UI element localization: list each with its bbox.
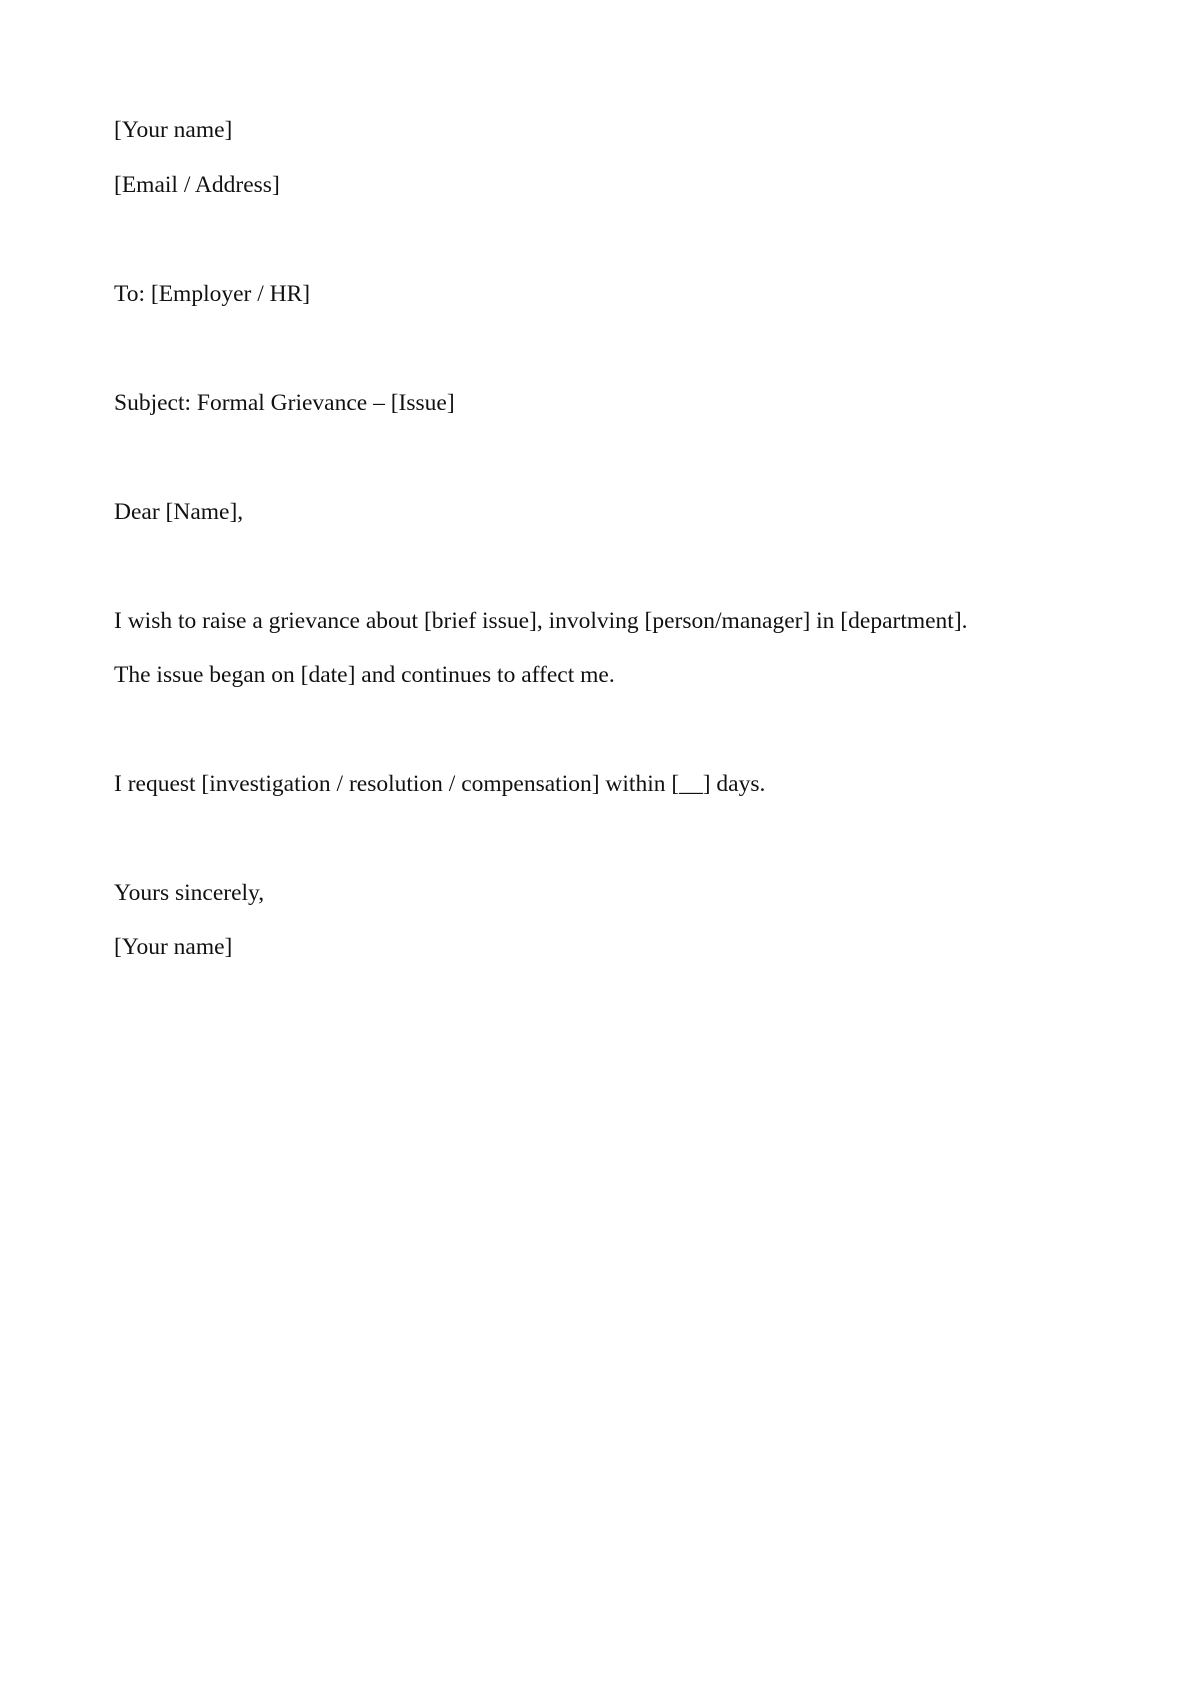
signature-name: [Your name] xyxy=(114,934,233,960)
request-line: I request [investigation / resolution / compensation] within [__] days. xyxy=(114,771,766,797)
sender-contact: [Email / Address] xyxy=(114,172,280,198)
salutation: Dear [Name], xyxy=(114,499,244,525)
body-paragraph-line-2: The issue began on [date] and continues to affect me. xyxy=(114,662,615,688)
recipient-line: To: [Employer / HR] xyxy=(114,281,311,307)
body-paragraph-line-1: I wish to raise a grievance about [brief issue], involving [person/manager] in [department]. xyxy=(114,608,968,634)
closing: Yours sincerely, xyxy=(114,880,265,906)
subject-line: Subject: Formal Grievance – [Issue] xyxy=(114,390,455,416)
sender-name: [Your name] xyxy=(114,117,233,143)
